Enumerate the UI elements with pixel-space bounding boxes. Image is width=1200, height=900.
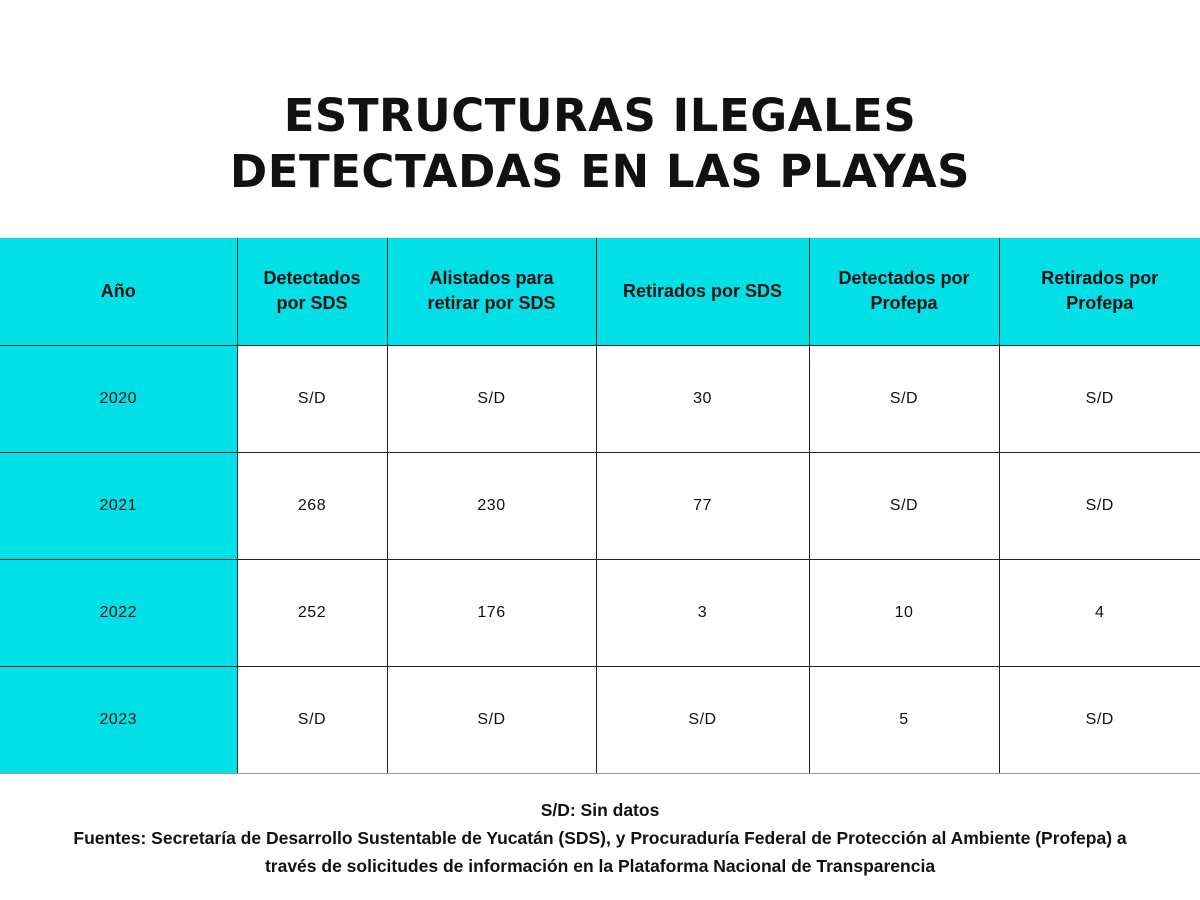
column-header: Alistados para retirar por SDS bbox=[387, 238, 596, 345]
data-cell: S/D bbox=[809, 452, 999, 559]
data-cell: 5 bbox=[809, 666, 999, 773]
column-header: Año bbox=[0, 238, 237, 345]
year-cell: 2022 bbox=[0, 559, 237, 666]
table-body bbox=[0, 345, 1200, 773]
data-cell: S/D bbox=[237, 666, 387, 773]
data-cell: S/D bbox=[999, 345, 1200, 452]
data-cell: S/D bbox=[809, 345, 999, 452]
column-header: Retirados por Profepa bbox=[999, 238, 1200, 345]
page-title bbox=[0, 88, 1200, 200]
data-cell: 230 bbox=[387, 452, 596, 559]
footer-note: S/D: Sin datos bbox=[540, 800, 660, 820]
footer-sources-line-2: través de solicitudes de información en la Plataforma Nacional de Transparencia bbox=[264, 856, 936, 876]
table-row bbox=[0, 666, 1200, 773]
table-row bbox=[0, 452, 1200, 559]
data-cell: S/D bbox=[596, 666, 809, 773]
data-cell: S/D bbox=[387, 345, 596, 452]
data-table bbox=[0, 238, 1200, 774]
footer-sources-line-1: Fuentes: Secretaría de Desarrollo Sustentable de Yucatán (SDS), y Procuraduría Federal de Protección al Ambiente (Profepa) a bbox=[73, 828, 1127, 848]
header-row bbox=[0, 238, 1200, 345]
data-cell: S/D bbox=[237, 345, 387, 452]
table-header bbox=[0, 238, 1200, 345]
data-cell: 30 bbox=[596, 345, 809, 452]
table-row bbox=[0, 559, 1200, 666]
column-header: Detectados por SDS bbox=[237, 238, 387, 345]
data-cell: 268 bbox=[237, 452, 387, 559]
data-cell: 77 bbox=[596, 452, 809, 559]
data-cell: 176 bbox=[387, 559, 596, 666]
data-cell: 3 bbox=[596, 559, 809, 666]
title-line-1: ESTRUCTURAS ILEGALES bbox=[283, 89, 917, 142]
data-cell: S/D bbox=[999, 666, 1200, 773]
column-header: Retirados por SDS bbox=[596, 238, 809, 345]
table-row bbox=[0, 345, 1200, 452]
column-header: Detectados por Profepa bbox=[809, 238, 999, 345]
year-cell: 2023 bbox=[0, 666, 237, 773]
footer bbox=[0, 796, 1200, 880]
title-line-2: DETECTADAS EN LAS PLAYAS bbox=[229, 145, 971, 198]
data-cell: 10 bbox=[809, 559, 999, 666]
data-cell: 252 bbox=[237, 559, 387, 666]
year-cell: 2021 bbox=[0, 452, 237, 559]
data-cell: S/D bbox=[387, 666, 596, 773]
data-cell: 4 bbox=[999, 559, 1200, 666]
year-cell: 2020 bbox=[0, 345, 237, 452]
data-cell: S/D bbox=[999, 452, 1200, 559]
